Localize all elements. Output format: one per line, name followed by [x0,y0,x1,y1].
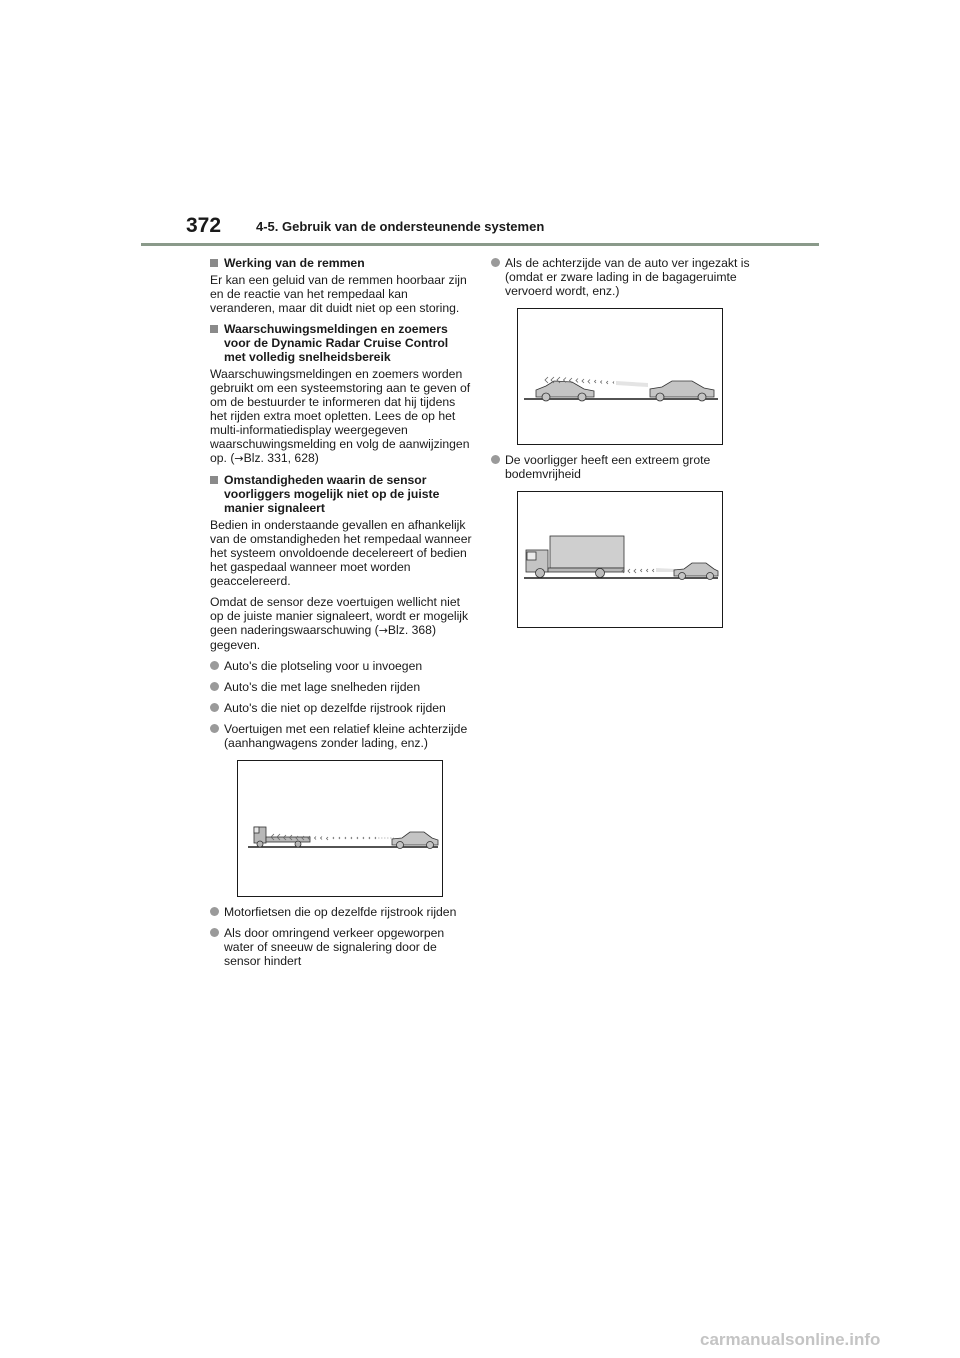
section-heading-warnings [210,322,472,364]
chapter-title: 4-5. Gebruik van de ondersteunende systemen [256,219,545,234]
list-item: Motorfietsen die op dezelfde rijstrook rijden [210,905,472,919]
paragraph: Omdat de sensor deze voertuigen wellicht niet op de juiste manier signaleert, wordt er mogelijk geen naderingswaarschuwing (→Blz. 368) gegeven. [210,595,469,652]
page-number: 372 [186,214,222,237]
car-illustration [650,381,714,401]
paragraph: Er kan een geluid van de remmen hoorbaar zijn en de reactie van het rempedaal kan veranderen, maar dit duidt niet op een storing. [210,273,467,315]
list-item: Als door omringend verkeer opgeworpen water of sneeuw de signalering door de sensor hindert [210,926,472,968]
section-heading-sensor [210,473,472,515]
section-heading-brakes [210,256,472,270]
round-bullet-icon [491,258,500,267]
left-column [210,256,472,975]
round-bullet-icon [491,455,500,464]
round-bullet-icon [210,661,219,670]
round-bullet-icon [210,682,219,691]
car-illustration [674,563,718,580]
header-rule [141,243,819,246]
list-item: Auto's die met lage snelheden rijden [210,680,472,694]
list-item: De voorligger heeft een extreem grote bodemvrijheid [491,453,753,481]
car-illustration [392,832,438,849]
round-bullet-icon [210,724,219,733]
watermark: carmanualsonline.info [700,1330,881,1349]
arrow-right-icon: → [378,624,388,637]
truck-illustration [526,536,624,578]
square-bullet-icon [210,259,218,267]
list-item: Als de achterzijde van de auto ver ingezakt is (omdat er zware lading in de bagageruimte vervoerd wordt, enz.) [491,256,753,298]
list-item: Voertuigen met een relatief kleine achterzijde (aanhangwagens zonder lading, enz.) [210,722,472,750]
paragraph: Waarschuwingsmeldingen en zoemers worden gebruikt om een systeemstoring aan te geven of om de bestuurder te informeren dat hij tijdens het rijden extra moet opletten. Lees de op het multi-informatiedisplay weergegeven waarschuwingsmelding en volg de aanwijzingen op. (→Blz. 331, 628) [210,367,471,465]
figure-trailer [237,760,443,897]
paragraph: Bedien in onderstaande gevallen en afhankelijk van de omstandigheden het rempedaal wanneer het systeem onvoldoende decelereert of bedien het gaspedaal wanneer moet worden geaccelereerd. [210,518,472,588]
square-bullet-icon [210,476,218,484]
section-title: Omstandigheden waarin de sensor voorliggers mogelijk niet op de juiste manier signaleert [224,473,440,515]
round-bullet-icon [210,928,219,937]
list-item: Auto's die niet op dezelfde rijstrook rijden [210,701,472,715]
truck-illustration [254,827,310,847]
figure-high-clearance [517,491,723,628]
section-title: Werking van de remmen [224,256,365,270]
square-bullet-icon [210,325,218,333]
round-bullet-icon [210,703,219,712]
right-column [491,256,753,636]
arrow-right-icon: → [234,452,244,465]
section-title: Waarschuwingsmeldingen en zoemers voor de Dynamic Radar Cruise Control met volledig snelheidsbereik [224,322,449,364]
figure-sagging-car [517,308,723,445]
car-illustration [536,381,594,401]
list-item: Auto's die plotseling voor u invoegen [210,659,472,673]
round-bullet-icon [210,907,219,916]
